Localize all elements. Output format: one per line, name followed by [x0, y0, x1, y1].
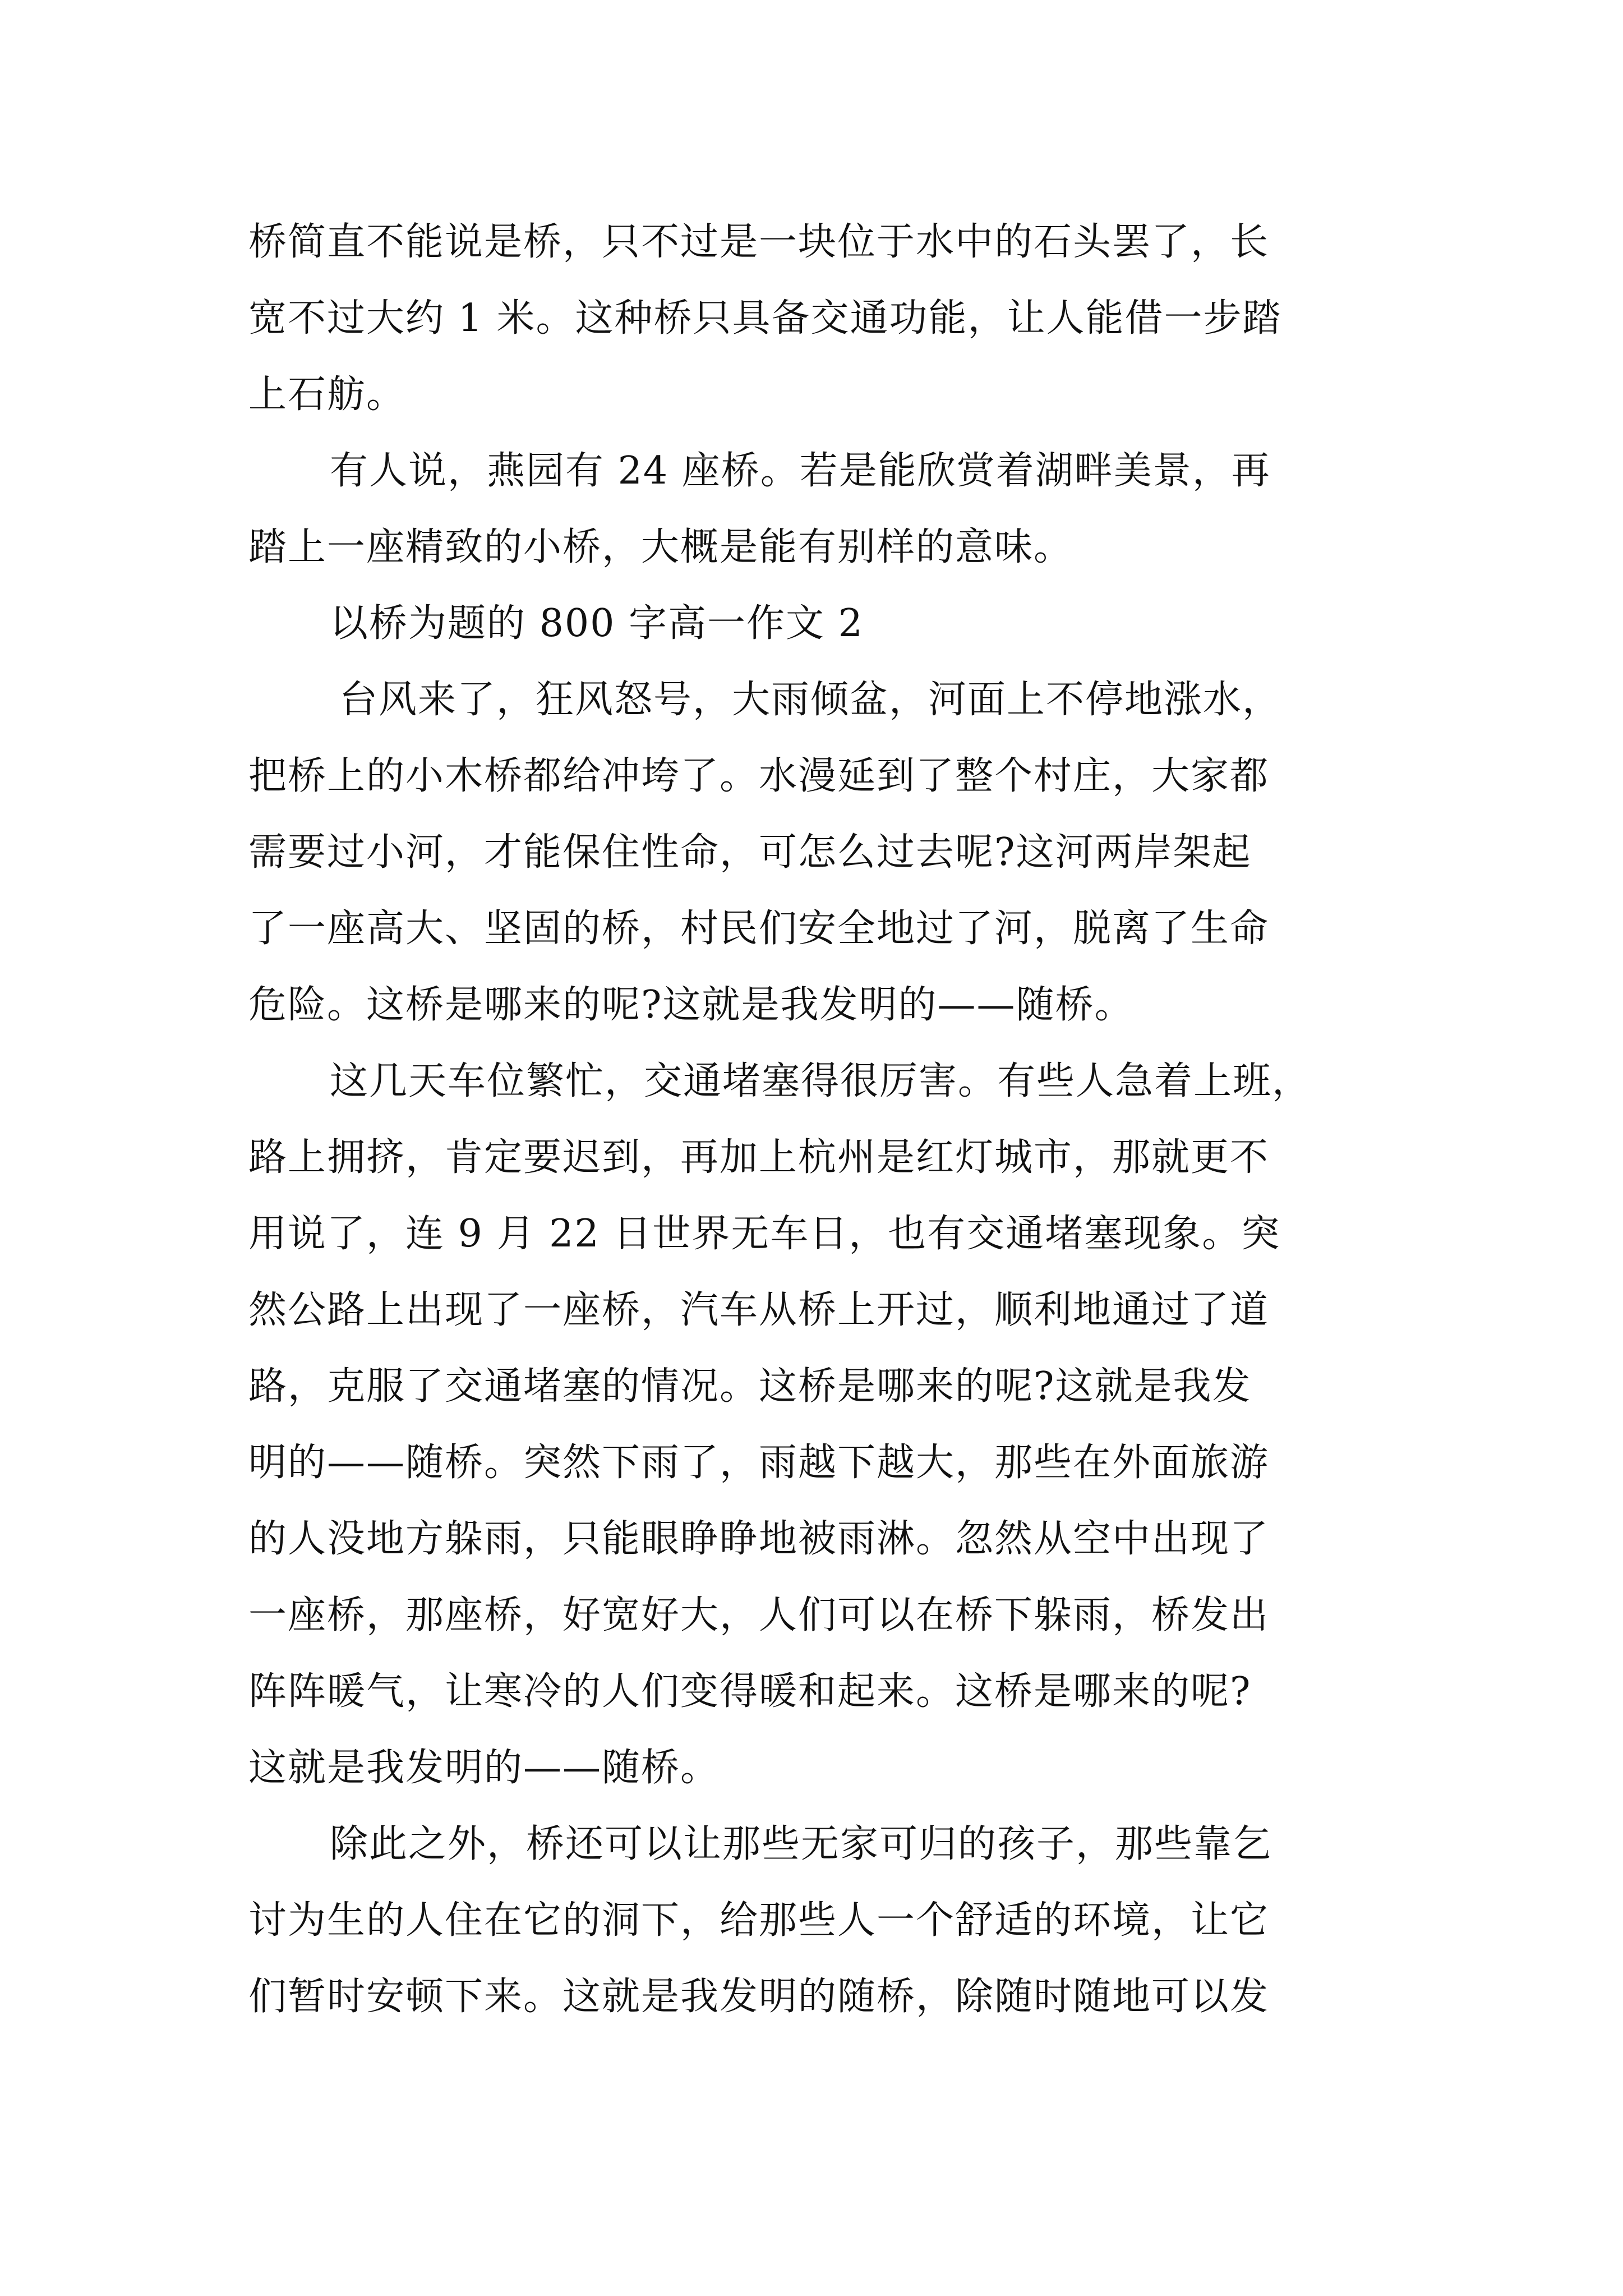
text-line: 台风来了，狂风怒号，大雨倾盆，河面上不停地涨水， [339, 678, 1282, 722]
text-line: 然公路上出现了一座桥，汽车从桥上开过，顺利地通过了道 [248, 1288, 1270, 1332]
text-line: 这几天车位繁忙，交通堵塞得很厉害。有些人急着上班， [330, 1059, 1312, 1103]
text-line: 危险。这桥是哪来的呢?这就是我发明的——随桥。 [248, 983, 1134, 1027]
text-line: 的人没地方躲雨，只能眼睁睁地被雨淋。忽然从空中出现了 [248, 1517, 1270, 1561]
text-line: 需要过小河，才能保住性命，可怎么过去呢?这河两岸架起 [248, 830, 1252, 875]
text-line: 路，克服了交通堵塞的情况。这桥是哪来的呢?这就是我发 [248, 1364, 1252, 1409]
section-heading: 以桥为题的 800 字高一作文 2 [330, 601, 864, 646]
text-line: 了一座高大、坚固的桥，村民们安全地过了河，脱离了生命 [248, 907, 1270, 951]
text-line: 阵阵暖气，让寒冷的人们变得暖和起来。这桥是哪来的呢? [248, 1669, 1252, 1714]
text-line: 讨为生的人住在它的洞下，给那些人一个舒适的环境，让它 [248, 1898, 1270, 1943]
text-line: 一座桥，那座桥，好宽好大，人们可以在桥下躲雨，桥发出 [248, 1593, 1270, 1637]
text-line: 踏上一座精致的小桥，大概是能有别样的意味。 [248, 525, 1073, 569]
text-line: 这就是我发明的——随桥。 [248, 1746, 720, 1790]
text-line: 桥简直不能说是桥，只不过是一块位于水中的石头罢了，长 [248, 220, 1270, 264]
text-line: 宽不过大约 1 米。这种桥只具备交通功能，让人能借一步踏 [248, 296, 1282, 341]
text-line: 用说了，连 9 月 22 日世界无车日，也有交通堵塞现象。突 [248, 1212, 1281, 1256]
text-line: 们暂时安顿下来。这就是我发明的随桥，除随时随地可以发 [248, 1975, 1270, 2019]
text-line: 把桥上的小木桥都给冲垮了。水漫延到了整个村庄，大家都 [248, 754, 1270, 798]
text-line: 上石舫。 [248, 372, 406, 417]
text-line: 有人说，燕园有 24 座桥。若是能欣赏着湖畔美景，再 [330, 449, 1271, 493]
text-line: 明的——随桥。突然下雨了，雨越下越大，那些在外面旅游 [248, 1441, 1270, 1485]
text-line: 路上拥挤，肯定要迟到，再加上杭州是红灯城市，那就更不 [248, 1135, 1270, 1180]
text-line: 除此之外，桥还可以让那些无家可归的孩子，那些靠乞 [330, 1822, 1272, 1866]
